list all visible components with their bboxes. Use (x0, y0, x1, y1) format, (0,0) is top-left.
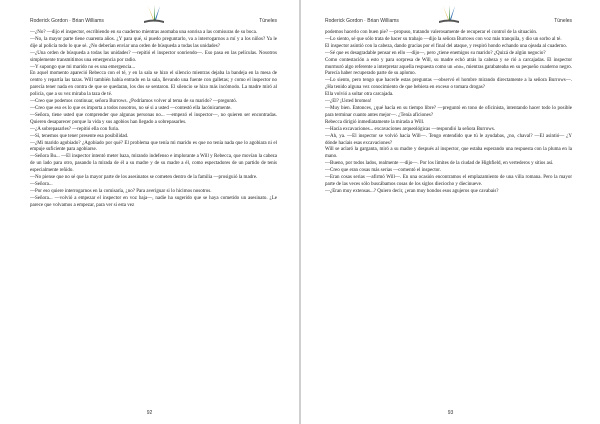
paragraph: En aquel momento apareció Rebecca con el té, y en la sala se hizo el silencio mientras dejaba la bandeja en la mesa de centro y repartía las tazas. Will también había entrado en la sala, llevando una fuente con galletas; y como el inspector no parecía tener nada en contra de que se quedaran, los dos se sentaron. El silencio se hizo más incómodo. La madre miró al policía, que a su vez miraba la taza de té. (30, 71, 277, 98)
left-page (0, 0, 299, 424)
book-logo-icon (433, 4, 465, 24)
paragraph: —Hacía excavaciones... excavaciones arqueológicas —respondió la señora Burrows. (325, 126, 496, 132)
header-authors: Roderick Gordon · Brian Williams (325, 18, 399, 24)
paragraph: —Señora Bu... —El inspector intentó meter baza, mirando indefenso e implorante a Will y Rebecca, que movían la cabeza de un lado para otro, pasando la mirada de él a su madre y de su madre a él, como espectadores de un partido de tenis especialmente reñido. (30, 154, 277, 174)
left-page-header (30, 0, 277, 30)
paragraph: —Señora... —volvió a empezar el inspector en voz baja—, nadie ha sugerido que se haya cometido un asesinato. ¿Le parece que volvamos a empezar, para ver si esta vez (30, 195, 277, 208)
paragraph: —¿El? ¡Usted bromea! (325, 99, 372, 105)
header-title: Túneles (259, 18, 277, 24)
paragraph: —No, la mayor parte tiene cuarenta años. ¿Y para qué, si puedo preguntarlo, va a interrogarnos a mí y a los niños? Ya le dije al policía todo lo que sé. ¿No deberían enviar una orden de búsqueda a todas las unidades? (30, 36, 277, 49)
right-page (301, 0, 600, 424)
paragraph: —Y supongo que mi marido no es una emergencia... (30, 64, 136, 70)
paragraph: —Creo que eran cosas más serias —comentó el inspector. (325, 168, 441, 174)
paragraph: Ella volvió a soltar otra carcajada. (325, 92, 394, 98)
paragraph: —Bueno, por todos lados, realmente —dijo—. Por los límites de la ciudad de Highfield, en vertederos y sitios así. (325, 161, 554, 167)
paragraph: —¿Una orden de búsqueda a todas las unidades? —repitió el inspector sonriendo—. Eso pasa en las películas. Nosotros simplemente transmitimos una emergencia por radio. (30, 50, 277, 63)
paragraph: —¿A sobrepasarles? —repitió ella con furia. (30, 126, 120, 132)
header-authors: Roderick Gordon · Brian Williams (30, 18, 104, 24)
paragraph: —Muy bien. Entonces, ¿qué hacía en su tiempo libre? —preguntó en tono de oficinista, intentando hacer todo lo posible para terminar cuanto antes mejor—. ¿Tenía aficiones? (325, 105, 572, 118)
left-page-number: 92 (146, 410, 153, 416)
paragraph: —Creo que podemos continuar, señora Burrows. ¿Podríamos volver al tema de su marido? —preguntó. (30, 99, 237, 105)
paragraph: —Por eso quiere interrogarnos en la comisaría, ¿no? Para averiguar si lo hicimos nosotros. (30, 188, 212, 194)
paragraph: —¿No? —dijo el inspector, escribiendo en su cuaderno mientras asomaba una sonrisa a las comisuras de su boca. (30, 30, 258, 35)
right-page-number: 93 (447, 410, 454, 416)
paragraph: —¿Eran muy extensas...? Quiero decir, ¿eran muy hondos esos agujeros que cavabais? (325, 188, 499, 194)
book-logo-icon (138, 4, 170, 24)
paragraph: —Sé que es desagradable pensar en ello —dijo—, pero ¿tiene enemigos su marido? ¿Quizá de algún negocio? (325, 50, 546, 56)
paragraph: —Lo siento, sé que sólo trata de hacer su trabajo —dijo la señora Burrows con voz más tranquila, y dio un sorbo al té. (325, 36, 562, 42)
paragraph: Como contestación a esto y para sorpresa de Will, su madre echó atrás la cabeza y se rió a carcajadas. El inspector murmuró algo referente a interpretar aquella respuesta como un «no», mientras garabateaba en su pequeño cuaderno negro. Parecía haber recuperado parte de su aplomo. (325, 57, 572, 77)
paragraph: —No piense que no sé que la mayor parte de los asesinatos se cometen dentro de la familia —prosiguió la madre. (30, 175, 258, 181)
right-page-text (325, 30, 572, 196)
paragraph: —Sí, tenemos que tener presente esa posibilidad. (30, 133, 129, 139)
paragraph: —Eran cosas serias —afirmó Will—. En una ocasión encontramos el emplazamiento de una villa romana. Pero la mayor parte de las veces sólo buscábamos cosas de los siglos dieciocho y diecinueve. (325, 175, 572, 187)
paragraph: —Señora... (30, 181, 53, 187)
paragraph: —Creo que eso es lo que es importa a todos nosotros, no sé si a usted —contestó ella lacónicamente. (30, 105, 232, 111)
left-page-text (30, 30, 277, 210)
paragraph: —Ah, ya. —El inspector se volvió hacia Will—. Tengo entendido que tú le ayudabas, ¿no, chaval? —El asintió— ¿Y dónde hacíais esas excavaciones? (325, 133, 572, 146)
paragraph: —Señora, tiene usted que comprender que algunas personas no... —empezó el inspector—, no quieren ser encontradas. Quieren desaparecer porque la vida y sus agobios han llegado a sobrepasarles. (30, 112, 277, 125)
header-title: Túneles (554, 18, 572, 24)
paragraph: Rebecca dirigió inmediatamente la mirada a Will. (325, 119, 425, 125)
paragraph: —Lo siento, pero tengo que hacerle estas preguntas —observó el hombre mirando directamente a la señora Burrows—. ¿Ha tenido alguna vez conocimiento de que bebiera en exceso o tomara drogas? (325, 78, 572, 91)
paragraph: podemos hacerlo con buen pie? —propuso, tratando valerosamente de recuperar el control de la situación. (325, 30, 538, 35)
paragraph: El inspector asintió con la cabeza, dando gracias por el final del ataque, y respiró hondo echando una ojeada al cuaderno. (325, 43, 567, 49)
paragraph: —¿Mi marido agobiado? ¿Agobiado por qué? El problema que tenía mi marido es que no tenía nada que lo agobiara ni el empuje suficiente para agobiarse. (30, 140, 277, 153)
paragraph: Will se aclaró la garganta, miró a su madre y después al inspector, que estaba esperando una respuesta con la pluma en la mano. (325, 147, 572, 160)
right-page-header (325, 0, 572, 30)
